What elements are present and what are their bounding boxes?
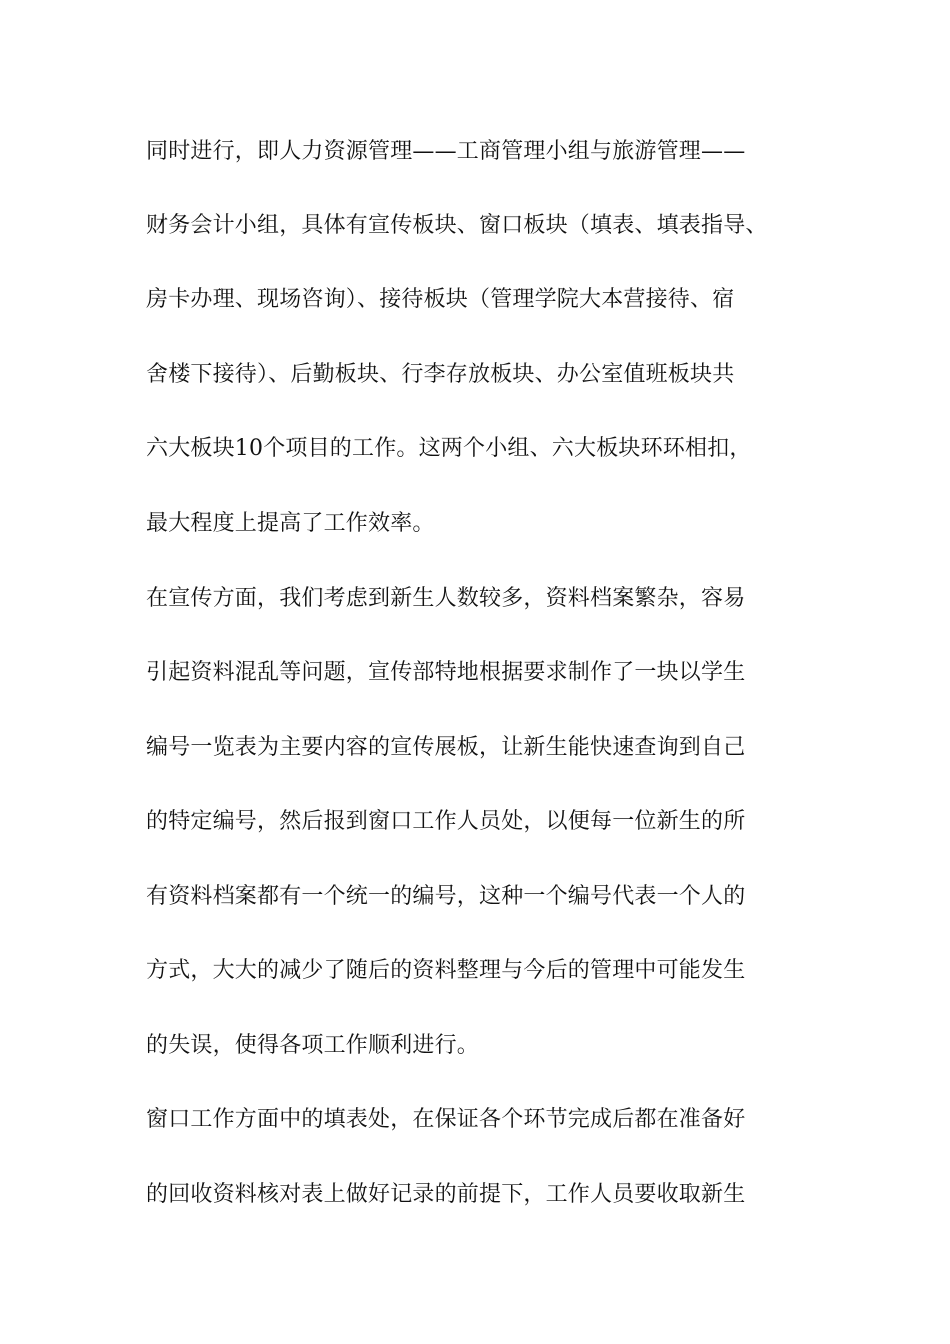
text-line: 六大板块10个项目的工作。这两个小组、六大板块环环相扣， <box>146 436 752 461</box>
text-line: 的回收资料核对表上做好记录的前提下，工作人员要收取新生 <box>146 1182 746 1207</box>
text-line: 房卡办理、现场咨询）、接待板块（管理学院大本营接待、宿 <box>146 287 735 312</box>
text-line: 的特定编号，然后报到窗口工作人员处，以便每一位新生的所 <box>146 809 746 834</box>
text-line: 同时进行，即人力资源管理——工商管理小组与旅游管理—— <box>146 139 746 164</box>
text-line: 在宣传方面，我们考虑到新生人数较多，资料档案繁杂，容易 <box>146 586 746 611</box>
text-line: 编号一览表为主要内容的宣传展板，让新生能快速查询到自己 <box>146 735 746 760</box>
text-line: 舍楼下接待）、后勤板块、行李存放板块、办公室值班板块共 <box>146 362 735 387</box>
text-line: 引起资料混乱等问题，宣传部特地根据要求制作了一块以学生 <box>146 660 746 685</box>
text-line: 的失误，使得各项工作顺利进行。 <box>146 1033 480 1058</box>
text-line: 财务会计小组，具体有宣传板块、窗口板块（填表、填表指导、 <box>146 213 768 238</box>
text-line: 窗口工作方面中的填表处，在保证各个环节完成后都在准备好 <box>146 1107 746 1132</box>
text-line: 最大程度上提高了工作效率。 <box>146 511 435 536</box>
text-line: 有资料档案都有一个统一的编号，这种一个编号代表一个人的 <box>146 884 746 909</box>
text-line: 方式，大大的减少了随后的资料整理与今后的管理中可能发生 <box>146 958 746 983</box>
